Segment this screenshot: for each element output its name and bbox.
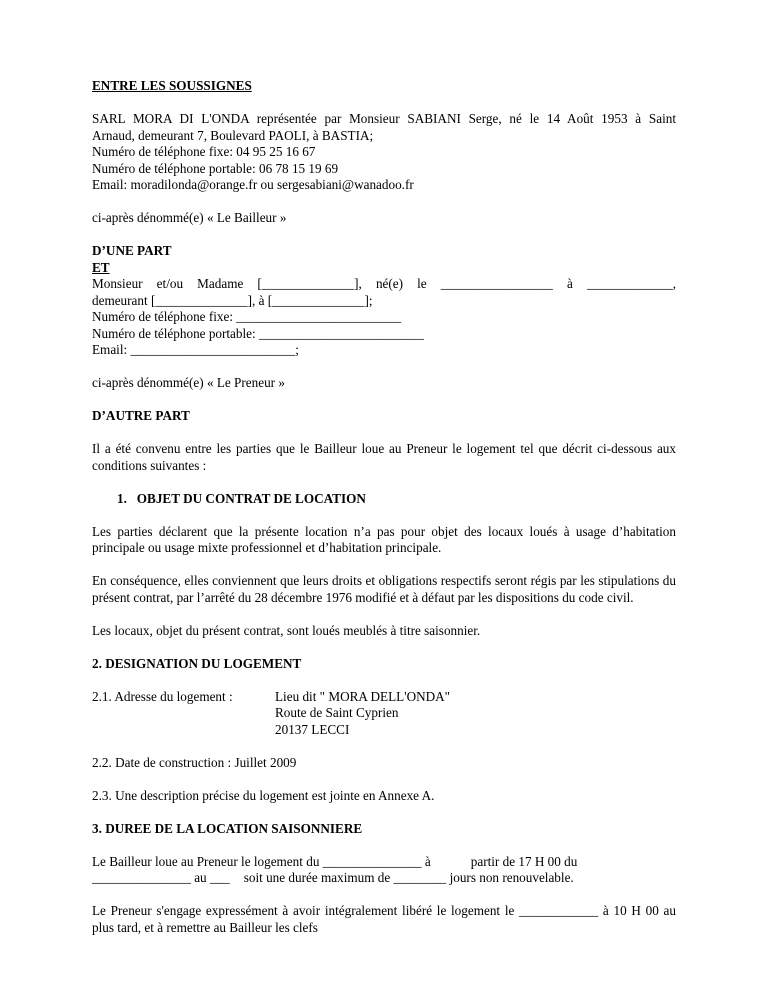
d-une-part: D’UNE PART bbox=[92, 243, 172, 258]
address-line-3: 20137 LECCI bbox=[275, 721, 350, 737]
bailleur-phone-fixed: Numéro de téléphone fixe: 04 95 25 16 67 bbox=[92, 144, 316, 159]
paragraph-objet-2: En conséquence, elles conviennent que leurs droits et obligations respectifs seront régis par les stipulations du présent contrat, par l’arrêté du 28 décembre 1976 modifié et à défaut par les dispositions du code civil. bbox=[92, 573, 676, 605]
preneur-email: Email: _________________________; bbox=[92, 342, 299, 357]
et-label: ET bbox=[92, 259, 110, 275]
bailleur-phone-mobile: Numéro de téléphone portable: 06 78 15 19 69 bbox=[92, 160, 339, 176]
preneur-line-2: demeurant [______________], à [______________]; bbox=[92, 292, 373, 308]
heading-1-number: 1. bbox=[117, 490, 127, 506]
bailleur-email: Email: moradilonda@orange.fr ou sergesabiani@wanadoo.fr bbox=[92, 177, 414, 192]
preneur-designation: ci-après dénommé(e) « Le Preneur » bbox=[92, 375, 285, 390]
address-lines bbox=[275, 689, 450, 739]
duree-line-2a: _______________ au ___ bbox=[92, 870, 230, 885]
section-heading-entre: ENTRE LES SOUSSIGNES bbox=[92, 78, 252, 93]
address-line-1: Lieu dit " MORA DELL'ONDA" bbox=[275, 688, 451, 704]
heading-1-title: OBJET DU CONTRAT DE LOCATION bbox=[136, 490, 366, 506]
construction-date: 2.2. Date de construction : Juillet 2009 bbox=[92, 754, 297, 770]
duree-line-2b: soit une durée maximum de ________ jours non renouvelable. bbox=[243, 870, 574, 885]
preneur-phone-mobile: Numéro de téléphone portable: _________________________ bbox=[92, 325, 424, 341]
preneur-line-1: Monsieur et/ou Madame [______________], né(e) le _________________ à _____________, bbox=[92, 276, 676, 291]
heading-1 bbox=[92, 491, 676, 508]
d-autre-part: D’AUTRE PART bbox=[92, 408, 190, 423]
liberation-paragraph: Le Preneur s'engage expressément à avoir intégralement libéré le logement le ____________ à 10 H 00 au plus tard, et à remettre au Bailleur les clefs bbox=[92, 903, 676, 935]
duree-line-1b: partir de 17 H 00 du bbox=[470, 853, 578, 869]
bailleur-line-2: Arnaud, demeurant 7, Boulevard PAOLI, à BASTIA; bbox=[92, 127, 374, 143]
description-annexe: 2.3. Une description précise du logement est jointe en Annexe A. bbox=[92, 787, 435, 803]
heading-3: 3. DUREE DE LA LOCATION SAISONNIERE bbox=[92, 820, 363, 836]
document-page bbox=[92, 78, 676, 936]
address-line-2: Route de Saint Cyprien bbox=[275, 705, 399, 720]
duree-line-2 bbox=[92, 870, 676, 887]
paragraph-objet-3: Les locaux, objet du présent contrat, sont loués meublés à titre saisonnier. bbox=[92, 622, 481, 638]
duree-line-1 bbox=[92, 854, 676, 871]
address-block bbox=[92, 689, 676, 739]
duree-line-1a: Le Bailleur loue au Preneur le logement du _______________ à bbox=[92, 853, 431, 869]
preneur-phone-fixed: Numéro de téléphone fixe: _________________________ bbox=[92, 309, 402, 324]
intro-paragraph: Il a été convenu entre les parties que le Bailleur loue au Preneur le logement tel que décrit ci-dessous aux conditions suivantes : bbox=[92, 441, 676, 473]
bailleur-designation: ci-après dénommé(e) « Le Bailleur » bbox=[92, 210, 287, 225]
heading-2: 2. DESIGNATION DU LOGEMENT bbox=[92, 655, 302, 671]
paragraph-objet-1: Les parties déclarent que la présente location n’a pas pour objet des locaux loués à usage d’habitation principale ou usage mixte professionnel et d’habitation principale. bbox=[92, 523, 676, 555]
bailleur-line-1: SARL MORA DI L'ONDA représentée par Monsieur SABIANI Serge, né le 14 Août 1953 à Saint bbox=[92, 111, 676, 126]
address-label: 2.1. Adresse du logement : bbox=[92, 688, 233, 704]
